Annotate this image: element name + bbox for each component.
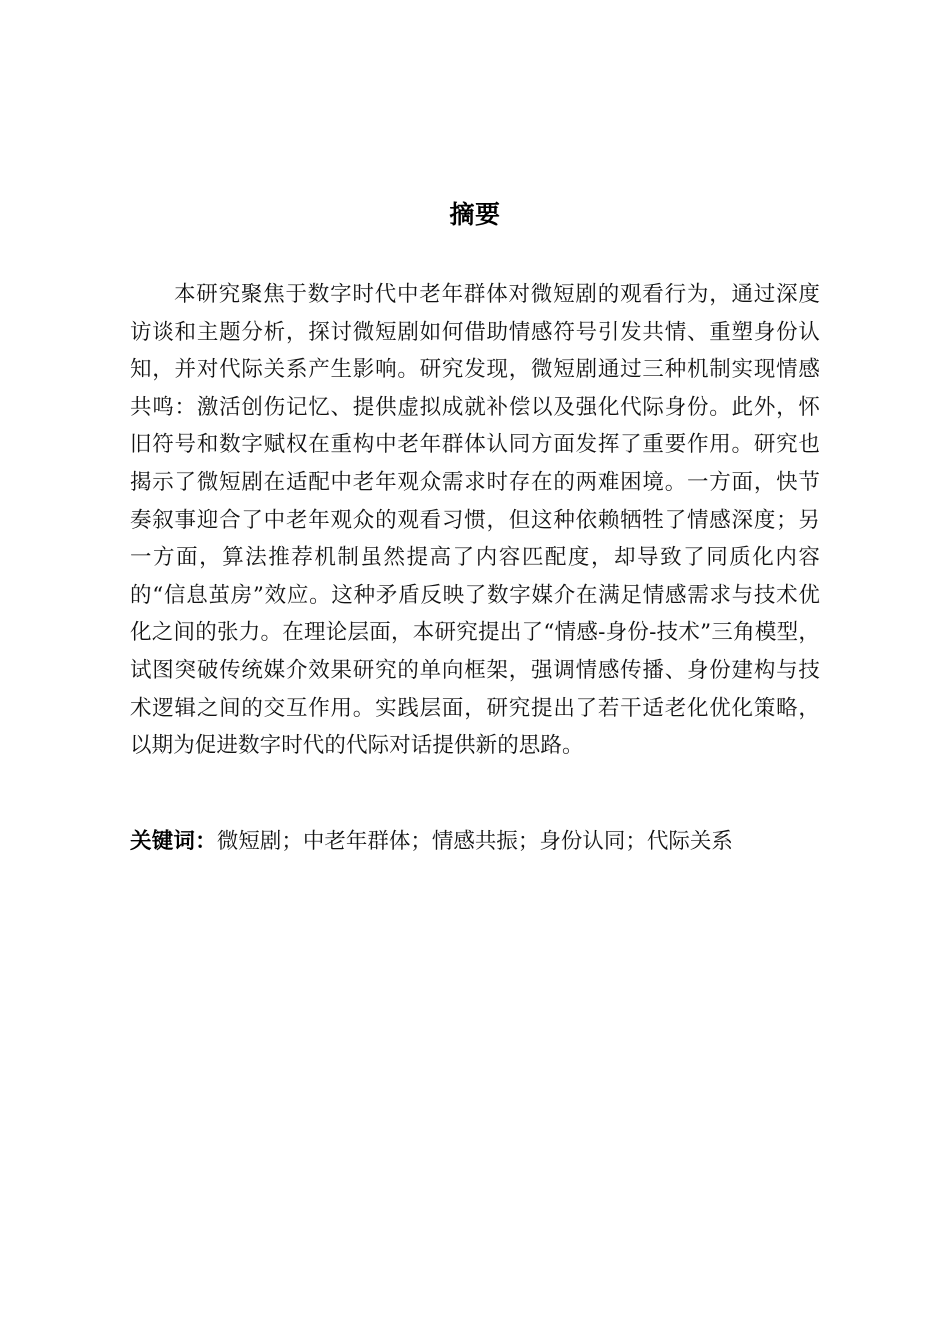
keywords-line (130, 823, 820, 861)
keywords-values: 微短剧；中老年群体；情感共振；身份认同；代际关系 (216, 829, 733, 854)
keywords-label: 关键词： (130, 829, 217, 853)
abstract-paragraph: 本研究聚焦于数字时代中老年群体对微短剧的观看行为，通过深度访谈和主题分析，探讨微短剧如何借助情感符号引发共情、重塑身份认知，并对代际关系产生影响。研究发现，微短剧通过三种机制实现情感共鸣：激活创伤记忆、提供虚拟成就补偿以及强化代际身份。此外，怀旧符号和数字赋权在重构中老年群体认同方面发挥了重要作用。研究也揭示了微短剧在适配中老年观众需求时存在的两难困境。一方面，快节奏叙事迎合了中老年观众的观看习惯，但这种依赖牺牲了情感深度；另一方面，算法推荐机制虽然提高了内容匹配度，却导致了同质化内容的“信息茧房”效应。这种矛盾反映了数字媒介在满足情感需求与技术优化之间的张力。在理论层面，本研究提出了“情感-身份-技术”三角模型，试图突破传统媒介效果研究的单向框架，强调情感传播、身份建构与技术逻辑之间的交互作用。实践层面，研究提出了若干适老化优化策略，以期为促进数字时代的代际对话提供新的思路。 (130, 282, 820, 759)
page-title: 摘要 (449, 201, 501, 229)
